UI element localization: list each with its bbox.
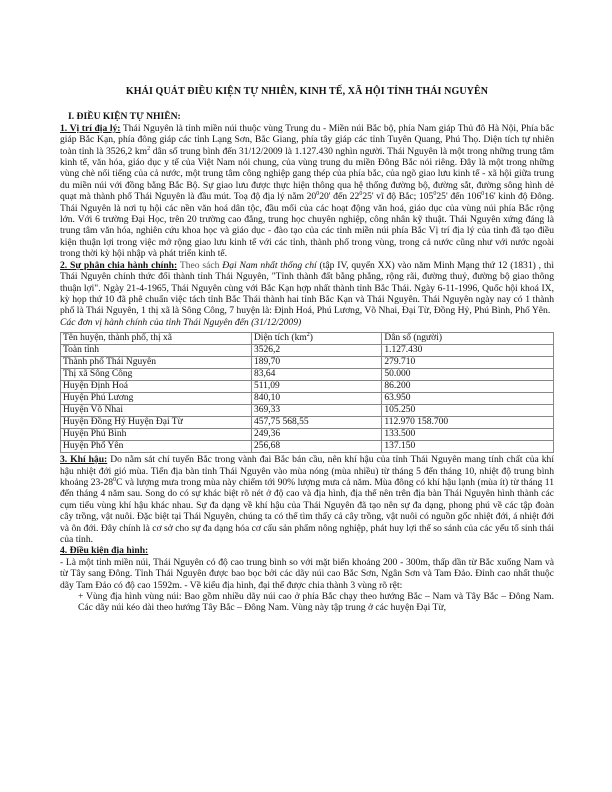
paragraph-climate bbox=[60, 454, 554, 545]
header-population: Dân số (người) bbox=[382, 333, 554, 345]
cell-population: 105.250 bbox=[382, 405, 554, 417]
sup-deg-1: 0 bbox=[316, 191, 320, 198]
cell-name: Thị xã Sông Công bbox=[61, 369, 252, 381]
text-location-b: dân số trung bình đến 31/12/2009 là 1.127.430 nghìn người. Thái Nguyên là một trong những trung tâm kinh tế, văn hóa, giáo dục y tế của Việt Nam nói chung, của vùng trung du miền Đông Bắc nói riêng. Đây là một trong những vùng chè nổi tiếng của cả nước, một trung tâm công nghiệp gang thép của phía bắc, của ngõ giao lưu kinh tế - xã hội giữa trung du miền núi với đồng bằng Bắc Bộ. Sự giao lưu được thực hiện thông qua hệ thống đường bộ, đường sắt, đường sông hình dẻ quạt mà thành phố Thái Nguyên là đầu mút. Toạ độ địa lý nằm 20 bbox=[60, 145, 555, 203]
cell-name: Huyện Định Hoá bbox=[61, 381, 252, 393]
cell-area: 511,09 bbox=[251, 381, 381, 393]
cell-area: 840,10 bbox=[251, 393, 381, 405]
paragraph-administrative-division bbox=[60, 260, 554, 317]
table-row bbox=[61, 393, 554, 405]
cell-population: 112.970 158.700 bbox=[382, 417, 554, 429]
header-unit-name: Tên huyện, thành phố, thị xã bbox=[61, 333, 252, 345]
heading-terrain bbox=[60, 545, 554, 556]
table-row bbox=[61, 345, 554, 357]
label-terrain: 4. Điều kiện địa hình: bbox=[60, 545, 149, 557]
text-admin-b: (tập IV, quyển XX) vào năm Minh Mạng thứ 12 (1831) , thì Thái Nguyên chính thức đổi thành tỉnh Thái Nguyên, "Tỉnh thành đất bằng phẳng, rộng rãi, đường thuỷ, đường bộ giao thông thuận lợi". Ngày 21-4-1965, Thái Nguyên cùng với Bắc Kạn hợp nhất thành tỉnh Bắc Thái. Ngày 6-11-1996, Quốc hội khoá IX, kỳ họp thứ 10 đã phê chuẩn việc tách tỉnh Bắc Thái thành hai tỉnh Bắc Kạn và Thái Nguyên. Thái Nguyên ngày nay có 1 thành phố là Thái Nguyên, 1 thị xã là Sông Công, 7 huyện là: Định Hoá, Phú Lương, Võ Nhai, Đại Từ, Đồng Hỷ, Phú Bình, Phổ Yên. bbox=[60, 259, 554, 317]
paragraph-terrain-bullet: + Vùng địa hình vùng núi: Bao gồm nhiều dãy núi cao ở phía Bắc chạy theo hướng Bắc – Nam và Tây Bắc – Đông Nam. Các dãy núi kéo dài theo hướng Tây Bắc – Đông Nam. Vùng này tập trung ở các huyện Đại Từ, bbox=[78, 591, 554, 614]
paragraph-terrain: - Là một tỉnh miền núi, Thái Nguyên có độ cao trung bình so với mặt biển khoảng 200 - 300m, thấp dần từ Bắc xuống Nam và từ Tây sang Đông. Tỉnh Thái Nguyên được bao bọc bởi các dãy núi cao Bắc Sơn, Ngân Sơn và Tam Đảo. Đỉnh cao nhất thuộc dãy Tam Đảo có độ cao 1592m. - Về kiểu địa hình, đại thể được chia thành 3 vùng rõ rệt: bbox=[60, 556, 554, 591]
table-row bbox=[61, 429, 554, 441]
cell-area: 249,36 bbox=[251, 429, 381, 441]
cell-name: Huyện Phổ Yên bbox=[61, 441, 252, 453]
sup-deg-4: 0 bbox=[481, 191, 485, 198]
cell-population: 86.200 bbox=[382, 381, 554, 393]
document-title: KHÁI QUÁT ĐIỀU KIỆN TỰ NHIÊN, KINH TẾ, XÃ HỘI TỈNH THÁI NGUYÊN bbox=[125, 86, 489, 97]
text-location-a: Thái Nguyên là tỉnh miền núi thuộc vùng Trung du - Miền núi Bắc bộ, phía Nam giáp Thủ đô Hà Nội, Phía bắc giáp Bắc Kạn, phía đông giáp các tỉnh Lạng Sơn, Bắc Giang, phía tây giáp các tỉnh Tuyên Quang, Phú Thọ. Diện tích tự nhiên toàn tỉnh là 3526,2 km bbox=[60, 122, 554, 157]
cell-area: 369,33 bbox=[251, 405, 381, 417]
text-climate-a: Do nằm sát chí tuyến Bắc trong vành đai Bắc bán cầu, nên khí hậu của tỉnh Thái Nguyên mang tính chất của khí hậu nhiệt đới gió mùa. Tiến địa bàn tỉnh Thái Nguyên vào mùa nóng (mùa nhiều) từ tháng 5 đến tháng 10, nhiệt độ trung bình khoảng 23-28 bbox=[60, 454, 554, 488]
table-row bbox=[61, 441, 554, 453]
sup-deg-2: 0 bbox=[359, 191, 363, 198]
cell-population: 63.950 bbox=[382, 393, 554, 405]
table-row bbox=[61, 405, 554, 417]
table-row bbox=[61, 357, 554, 369]
text-location-c: 20' đến 22 bbox=[319, 191, 360, 203]
cell-name: Huyện Võ Nhai bbox=[61, 405, 252, 417]
cell-population: 279.710 bbox=[382, 357, 554, 369]
cell-area: 256,68 bbox=[251, 441, 381, 453]
label-climate: 3. Khí hậu: bbox=[60, 454, 108, 466]
table-caption: Các đơn vị hành chính của tỉnh Thái Nguyên đến (31/12/2009) bbox=[60, 316, 302, 328]
cell-name: Toàn tỉnh bbox=[61, 345, 252, 357]
document-page bbox=[60, 86, 554, 614]
administrative-units-table bbox=[60, 332, 554, 453]
sup-degree-c: 0 bbox=[113, 476, 117, 483]
section-heading-natural-conditions: I. ĐIỀU KIỆN TỰ NHIÊN: bbox=[68, 111, 181, 123]
cell-name: Huyện Phú Bình bbox=[61, 429, 252, 441]
cell-name: Thành phố Thái Nguyên bbox=[61, 357, 252, 369]
sup-deg-3: 0 bbox=[433, 191, 437, 198]
cell-area: 457,75 568,55 bbox=[251, 417, 381, 429]
header-area-sup: 2 bbox=[306, 331, 310, 338]
table-row bbox=[61, 417, 554, 429]
cell-name: Huyện Đồng Hỷ Huyện Đại Từ bbox=[61, 417, 252, 429]
label-geographic-location: 1. Vị trí địa lý: bbox=[60, 122, 121, 134]
sup-km2: 2 bbox=[147, 145, 151, 152]
table-row bbox=[61, 381, 554, 393]
text-climate-b: C và lượng mưa trong mùa này chiếm tới 90% lượng mưa cả năm. Mùa đông có khí hậu lạnh (mùa ít) từ tháng 11 đến tháng 4 năm sau. Song do có sự khác biệt rõ nét ở độ cao và địa hình, địa thế nên trên địa bàn Thái Nguyên hình thành các cụm tiểu vùng khí hậu khác nhau. Sự đa dạng về khí hậu của Thái Nguyên đã tạo nên sự đa dạng, phong phú về các tập đoàn cây trồng, vật nuôi. Đặc biệt tại Thái Nguyên, chúng ta có thể tìm thấy cả cây trồng, vật nuôi có nguồn gốc nhiệt đới, á nhiệt đới và ôn đới. Đây chính là cơ sở cho sự đa dạng hóa cơ cấu sản phẩm nông nghiệp, phát huy lợi thế so sánh của các yếu tố sinh thái của tỉnh. bbox=[60, 476, 555, 545]
cell-population: 1.127.430 bbox=[382, 345, 554, 357]
cell-area: 189,70 bbox=[251, 357, 381, 369]
text-location-e: 25' đến 106 bbox=[436, 191, 482, 203]
book-title: Đại Nam nhất thống chí bbox=[222, 259, 317, 271]
cell-area: 83,64 bbox=[251, 369, 381, 381]
cell-population: 50.000 bbox=[382, 369, 554, 381]
text-admin-a: Theo sách bbox=[177, 259, 223, 271]
header-area-label: Diện tích (km bbox=[253, 333, 307, 344]
header-area bbox=[251, 333, 381, 345]
paragraph-geographic-location bbox=[60, 123, 554, 260]
text-location-d: 25' vĩ độ Bắc; 105 bbox=[362, 191, 434, 203]
cell-name: Huyện Phú Lương bbox=[61, 393, 252, 405]
table-row bbox=[61, 369, 554, 381]
cell-population: 137.150 bbox=[382, 441, 554, 453]
cell-area: 3526,2 bbox=[251, 345, 381, 357]
cell-population: 133.500 bbox=[382, 429, 554, 441]
table-header-row bbox=[61, 333, 554, 345]
text-location-f: 16' kinh độ Đông. Thái Nguyên là nơi tụ hội các nền văn hoá dân tộc, đầu mối của các hoạt động văn hoá, giáo dục của vùng núi phía Bắc rộng lớn. Với 6 trường Đại Học, trên 20 trường cao đẳng, trung học chuyên nghiệp, công nhân kỹ thuật. Thái Nguyên xứng đáng là trung tâm văn hóa, nghiên cứu khoa học và giáo dục - đào tạo của các tỉnh miền núi phía Bắc Vị trí địa lý của tỉnh đã tạo điều kiện thuận lợi trong việc mở rộng giao lưu kinh tế với các tỉnh, thành phố trong vùng, trong cả nước cũng như với nước ngoài trong thời kỳ hội nhập và phát triển kinh tế. bbox=[60, 191, 554, 260]
header-area-close: ) bbox=[309, 333, 313, 344]
label-administrative-division: 2. Sự phân chia hành chính: bbox=[60, 259, 178, 271]
